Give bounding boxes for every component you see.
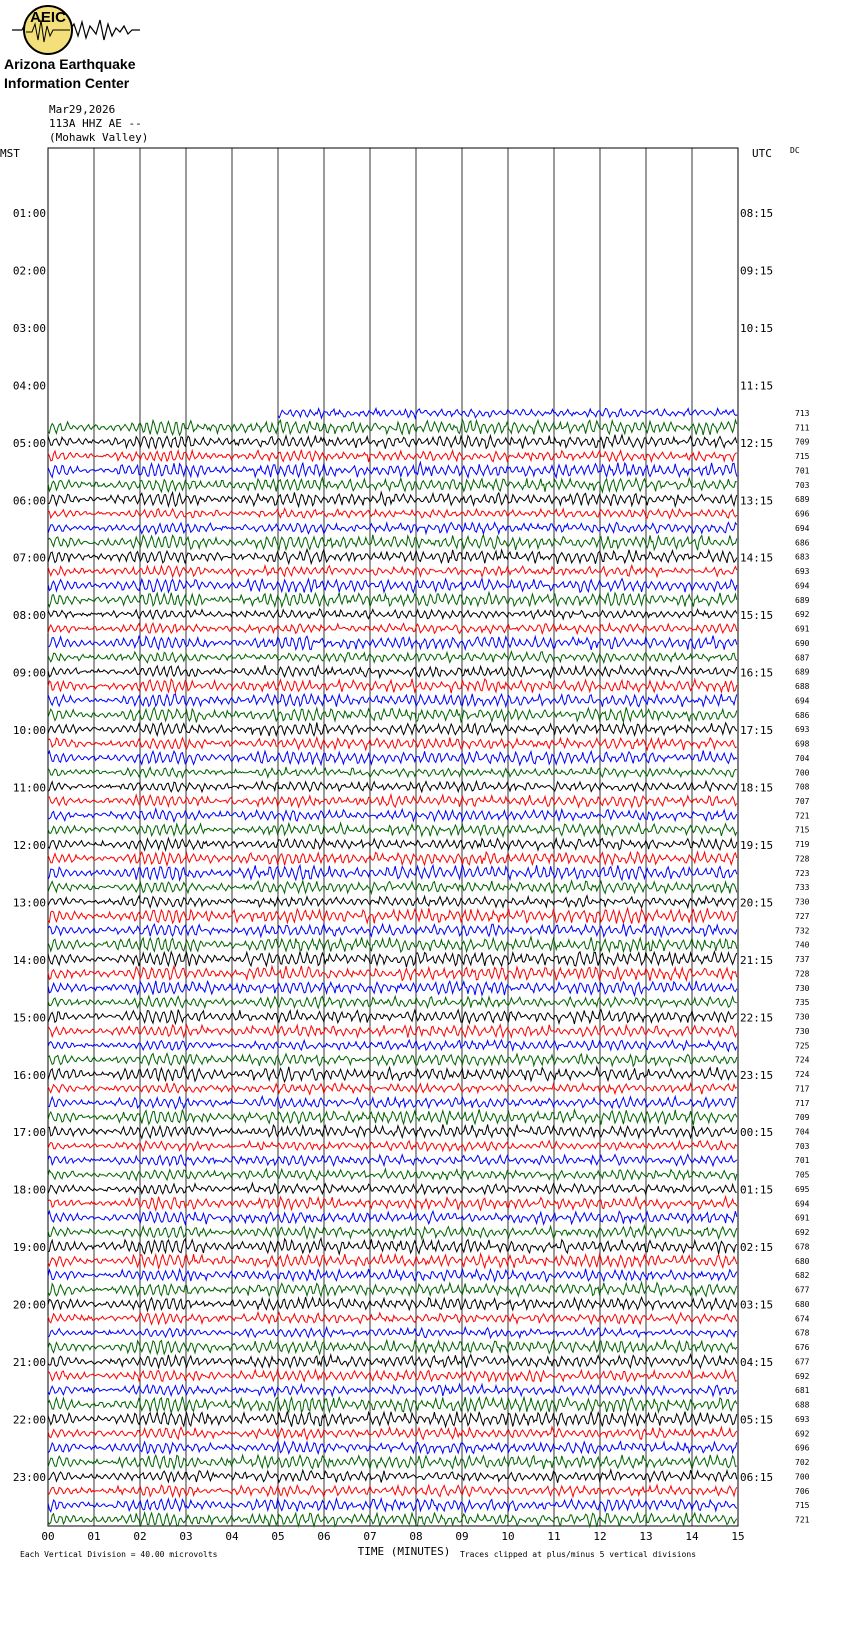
mst-hour-label: 23:00 xyxy=(12,1470,46,1484)
dc-offset-label: 724 xyxy=(795,1055,810,1065)
seismic-trace xyxy=(48,1411,737,1426)
dc-offset-label: 693 xyxy=(795,1414,810,1424)
seismic-trace xyxy=(48,865,737,880)
seismic-trace xyxy=(48,652,737,663)
utc-hour-label: 19:15 xyxy=(740,838,774,852)
dc-offset-label: 683 xyxy=(795,552,810,562)
dc-offset-label: 693 xyxy=(795,567,810,577)
seismic-trace xyxy=(48,609,737,619)
dc-offset-label: 715 xyxy=(795,452,810,462)
dc-offset-label: 698 xyxy=(795,739,810,749)
utc-hour-label: 20:15 xyxy=(740,896,774,910)
utc-hour-label: 11:15 xyxy=(740,379,774,393)
x-tick-label: 10 xyxy=(501,1530,515,1543)
dc-offset-label: 704 xyxy=(795,1127,810,1137)
dc-offset-label: 715 xyxy=(795,825,810,835)
mst-hour-label: 10:00 xyxy=(12,724,46,738)
seismic-trace xyxy=(48,478,737,492)
mst-hour-label: 18:00 xyxy=(12,1183,46,1197)
dc-offset-label: 677 xyxy=(795,1285,810,1295)
mst-hour-label: 14:00 xyxy=(12,953,46,967)
dc-offset-label: 719 xyxy=(795,840,810,850)
dc-offset-label: 686 xyxy=(795,538,810,548)
dc-offset-label: 694 xyxy=(795,581,810,591)
dc-offset-label: 694 xyxy=(795,696,810,706)
dc-offset-label: 723 xyxy=(795,868,810,878)
seismic-trace xyxy=(48,523,737,535)
seismic-trace xyxy=(48,1427,737,1439)
dc-offset-label: 677 xyxy=(795,1357,810,1367)
dc-offset-label: 728 xyxy=(795,854,810,864)
dc-offset-label: 674 xyxy=(795,1314,810,1324)
seismic-trace xyxy=(48,1197,737,1210)
dc-offset-label: 735 xyxy=(795,998,810,1008)
seismic-trace xyxy=(48,1109,737,1125)
dc-offset-label: 706 xyxy=(795,1486,810,1496)
utc-hour-label: 12:15 xyxy=(740,436,774,450)
dc-offset-label: 688 xyxy=(795,1400,810,1410)
seismic-trace xyxy=(48,566,737,577)
clipping-note: Traces clipped at plus/minus 5 vertical divisions xyxy=(460,1550,697,1559)
dc-offset-label: 733 xyxy=(795,883,810,893)
seismic-trace xyxy=(48,1226,737,1239)
mst-hour-label: 11:00 xyxy=(12,781,46,795)
mst-hour-label: 12:00 xyxy=(12,838,46,852)
seismic-trace xyxy=(48,592,737,606)
dc-offset-label: 724 xyxy=(795,1070,810,1080)
seismic-trace xyxy=(48,1067,737,1082)
seismic-trace xyxy=(48,795,737,807)
dc-offset-label: 696 xyxy=(795,509,810,519)
seismic-trace xyxy=(48,981,737,996)
dc-offset-label: 725 xyxy=(795,1041,810,1051)
dc-offset-label: 717 xyxy=(795,1084,810,1094)
seismic-trace xyxy=(48,1054,737,1067)
mst-hour-label: 13:00 xyxy=(12,896,46,910)
seismic-trace xyxy=(48,450,737,462)
seismic-trace xyxy=(48,1313,737,1325)
dc-offset-label: 689 xyxy=(795,595,810,605)
seismic-trace xyxy=(48,823,737,836)
mst-hour-label: 17:00 xyxy=(12,1126,46,1140)
dc-offset-label: 689 xyxy=(795,667,810,677)
dc-offset-label: 688 xyxy=(795,682,810,692)
dc-offset-label: 732 xyxy=(795,926,810,936)
seismic-trace xyxy=(48,1384,737,1396)
mst-hour-label: 04:00 xyxy=(12,379,46,393)
seismic-trace xyxy=(48,1513,737,1527)
mst-hour-label: 20:00 xyxy=(12,1298,46,1312)
dc-offset-label: 687 xyxy=(795,653,810,663)
seismic-trace xyxy=(48,636,737,650)
seismic-trace xyxy=(48,509,737,519)
seismic-trace xyxy=(48,881,737,894)
dc-offset-label: 696 xyxy=(795,1443,810,1453)
seismic-trace xyxy=(48,1470,737,1483)
utc-hour-label: 21:15 xyxy=(740,953,774,967)
utc-hour-label: 16:15 xyxy=(740,666,774,680)
x-tick-label: 06 xyxy=(317,1530,331,1543)
x-tick-label: 05 xyxy=(271,1530,285,1543)
seismic-trace xyxy=(48,809,737,822)
mst-hour-label: 05:00 xyxy=(12,436,46,450)
utc-hour-label: 04:15 xyxy=(740,1356,774,1369)
utc-hour-label: 18:15 xyxy=(740,781,774,795)
plot-date: Mar29,2026 xyxy=(49,103,116,116)
x-tick-label: 15 xyxy=(731,1530,745,1543)
dc-offset-label: 692 xyxy=(795,1371,810,1381)
dc-offset-label: 721 xyxy=(795,1515,810,1525)
mst-hour-label: 22:00 xyxy=(12,1413,46,1427)
seismic-trace xyxy=(48,767,737,777)
seismic-trace xyxy=(48,1141,737,1151)
logo-title-line2: Information Center xyxy=(4,75,130,91)
dc-offset-label: 692 xyxy=(795,1228,810,1238)
dc-offset-label: 689 xyxy=(795,495,810,505)
seismic-trace xyxy=(48,1442,737,1454)
utc-hour-label: 09:15 xyxy=(740,264,774,278)
seismic-trace xyxy=(48,665,737,677)
seismic-trace xyxy=(48,1355,737,1368)
seismic-trace xyxy=(48,679,737,693)
dc-offset-label: 713 xyxy=(795,409,810,418)
utc-hour-label: 08:15 xyxy=(740,207,774,220)
dc-offset-label: 702 xyxy=(795,1458,810,1468)
seismic-trace xyxy=(48,707,737,722)
seismic-trace xyxy=(48,535,737,550)
seismic-trace xyxy=(48,1183,737,1194)
dc-offset-label: 721 xyxy=(795,811,810,821)
seismic-trace xyxy=(48,1097,737,1109)
utc-hour-label: 02:15 xyxy=(740,1241,774,1255)
utc-hour-label: 03:15 xyxy=(740,1298,774,1312)
dc-offset-label: 686 xyxy=(795,710,810,720)
dc-offset-label: 676 xyxy=(795,1343,810,1353)
seismic-trace xyxy=(48,924,737,937)
dc-offset-label: 708 xyxy=(795,782,810,792)
x-tick-label: 09 xyxy=(455,1530,469,1543)
seismic-trace xyxy=(48,1485,737,1497)
dc-offset-label: 678 xyxy=(795,1328,810,1338)
right-axis-label: UTC xyxy=(752,147,772,160)
x-tick-label: 01 xyxy=(87,1530,101,1543)
mst-hour-label: 08:00 xyxy=(12,609,46,623)
utc-hour-label: 15:15 xyxy=(740,609,774,623)
seismic-trace xyxy=(48,1327,737,1338)
dc-offset-label: 700 xyxy=(795,1472,810,1482)
x-tick-label: 03 xyxy=(179,1530,193,1543)
utc-hour-label: 05:15 xyxy=(740,1413,774,1427)
dc-offset-label: 691 xyxy=(795,1213,810,1223)
x-tick-label: 12 xyxy=(593,1530,607,1543)
dc-offset-label: 700 xyxy=(795,768,810,778)
seismic-trace xyxy=(48,1370,737,1382)
utc-hour-label: 10:15 xyxy=(740,321,774,335)
dc-offset-label: 709 xyxy=(795,1113,810,1123)
seismic-trace xyxy=(48,1269,737,1282)
seismic-trace xyxy=(48,462,737,477)
x-tick-label: 14 xyxy=(685,1530,699,1543)
seismic-trace xyxy=(48,781,737,791)
dc-offset-label: 704 xyxy=(795,753,810,763)
dc-offset-label: 709 xyxy=(795,437,810,447)
seismic-trace xyxy=(48,623,737,633)
x-tick-label: 00 xyxy=(41,1530,55,1543)
x-tick-label: 07 xyxy=(363,1530,377,1543)
seismic-trace xyxy=(48,937,737,952)
dc-offset-label: 695 xyxy=(795,1184,810,1194)
seismic-trace xyxy=(48,838,737,850)
utc-hour-label: 17:15 xyxy=(740,724,774,738)
dc-offset-label: 703 xyxy=(795,1141,810,1151)
station-location: (Mohawk Valley) xyxy=(49,131,149,144)
mst-hour-label: 03:00 xyxy=(12,321,46,335)
seismic-trace xyxy=(48,952,737,967)
seismic-trace xyxy=(48,1025,737,1038)
dc-offset-label: 694 xyxy=(795,1199,810,1209)
mst-hour-label: 06:00 xyxy=(12,494,46,508)
dc-column-label: DC xyxy=(790,146,800,155)
seismic-trace xyxy=(48,420,737,436)
dc-offset-label: 678 xyxy=(795,1242,810,1252)
seismic-trace xyxy=(48,738,737,751)
mst-hour-label: 15:00 xyxy=(12,1011,46,1025)
seismic-trace xyxy=(48,1254,737,1269)
dc-offset-label: 701 xyxy=(795,466,810,476)
dc-offset-label: 705 xyxy=(795,1170,810,1180)
seismic-trace xyxy=(48,1397,737,1413)
dc-offset-label: 680 xyxy=(795,1256,810,1266)
seismic-trace xyxy=(48,1040,737,1051)
dc-offset-label: 727 xyxy=(795,911,810,921)
dc-offset-label: 694 xyxy=(795,523,810,533)
seismic-trace xyxy=(48,1297,737,1311)
dc-offset-label: 690 xyxy=(795,638,810,648)
utc-hour-label: 00:15 xyxy=(740,1126,774,1140)
dc-offset-label: 682 xyxy=(795,1271,810,1281)
seismic-trace xyxy=(48,550,737,564)
utc-hour-label: 06:15 xyxy=(740,1470,774,1484)
dc-offset-label: 691 xyxy=(795,624,810,634)
seismic-trace xyxy=(48,751,737,765)
vertical-scale-note: Each Vertical Division = 40.00 microvolts xyxy=(20,1550,218,1559)
x-tick-label: 13 xyxy=(639,1530,653,1543)
dc-offset-label: 740 xyxy=(795,940,810,950)
seismic-trace xyxy=(48,1283,737,1297)
seismic-trace xyxy=(48,852,737,865)
dc-offset-label: 730 xyxy=(795,1012,810,1022)
dc-offset-label: 717 xyxy=(795,1098,810,1108)
seismic-trace xyxy=(48,435,737,449)
seismic-trace xyxy=(48,1238,737,1254)
dc-offset-label: 730 xyxy=(795,897,810,907)
seismic-trace xyxy=(48,996,737,1008)
utc-hour-label: 14:15 xyxy=(740,551,774,565)
station-id: 113A HHZ AE -- xyxy=(49,117,142,130)
utc-hour-label: 22:15 xyxy=(740,1011,774,1025)
dc-offset-label: 728 xyxy=(795,969,810,979)
seismic-trace xyxy=(48,1499,737,1512)
dc-offset-label: 730 xyxy=(795,1026,810,1036)
left-axis-label: MST xyxy=(0,147,20,160)
dc-offset-label: 707 xyxy=(795,796,810,806)
seismic-trace xyxy=(48,1455,737,1469)
utc-hour-label: 13:15 xyxy=(740,494,774,508)
x-axis-title: TIME (MINUTES) xyxy=(357,1545,451,1558)
dc-offset-label: 715 xyxy=(795,1501,810,1511)
x-tick-label: 11 xyxy=(547,1530,561,1543)
dc-offset-label: 681 xyxy=(795,1386,810,1396)
mst-hour-label: 01:00 xyxy=(12,207,46,220)
mst-hour-label: 07:00 xyxy=(12,551,46,565)
logo-badge-text: AEIC xyxy=(30,9,66,26)
x-tick-label: 08 xyxy=(409,1530,423,1543)
seismic-trace xyxy=(48,723,737,737)
dc-offset-label: 680 xyxy=(795,1299,810,1309)
seismic-trace xyxy=(48,1211,737,1224)
mst-hour-label: 19:00 xyxy=(12,1241,46,1255)
seismic-trace xyxy=(48,908,737,924)
mst-hour-label: 21:00 xyxy=(12,1356,46,1369)
utc-hour-label: 23:15 xyxy=(740,1068,774,1082)
seismic-trace xyxy=(48,1083,737,1094)
dc-offset-label: 701 xyxy=(795,1156,810,1166)
dc-offset-label: 692 xyxy=(795,610,810,620)
seismic-trace xyxy=(48,579,737,593)
dc-offset-label: 711 xyxy=(795,423,810,433)
mst-hour-label: 09:00 xyxy=(12,666,46,680)
utc-hour-label: 01:15 xyxy=(740,1183,774,1197)
seismic-trace xyxy=(48,896,737,908)
mst-hour-label: 16:00 xyxy=(12,1068,46,1082)
seismic-trace xyxy=(48,1125,737,1139)
x-tick-label: 04 xyxy=(225,1530,239,1543)
seismic-trace xyxy=(48,1340,737,1354)
seismic-trace xyxy=(48,492,737,506)
seismic-trace xyxy=(48,694,737,707)
dc-offset-label: 730 xyxy=(795,983,810,993)
seismic-trace xyxy=(48,1010,737,1024)
mst-hour-label: 02:00 xyxy=(12,264,46,278)
seismic-trace xyxy=(48,966,737,981)
seismic-trace xyxy=(48,1155,737,1166)
dc-offset-label: 703 xyxy=(795,480,810,490)
dc-offset-label: 737 xyxy=(795,955,810,965)
seismic-trace xyxy=(48,1169,737,1180)
x-tick-label: 02 xyxy=(133,1530,147,1543)
dc-offset-label: 693 xyxy=(795,725,810,735)
logo-title-line1: Arizona Earthquake xyxy=(4,56,136,72)
dc-offset-label: 692 xyxy=(795,1429,810,1439)
